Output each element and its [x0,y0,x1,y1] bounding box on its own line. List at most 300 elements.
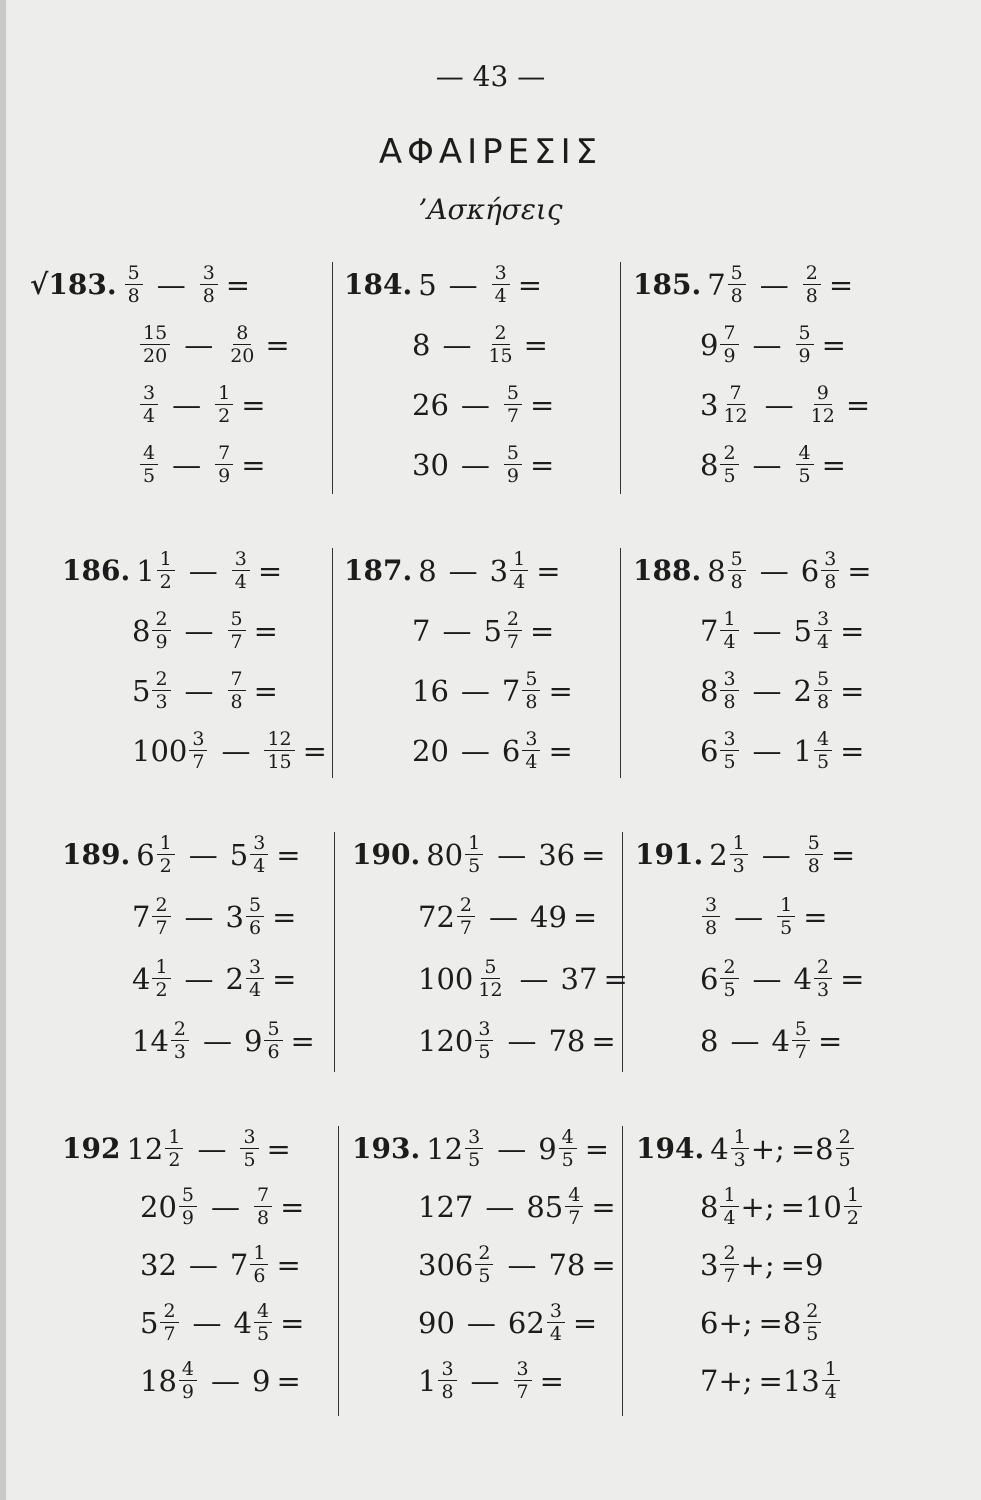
fraction-numerator: 2 [457,894,475,917]
whole-number: 9 [244,1023,263,1058]
exercise-row [132,956,296,1001]
whole-number: 6 [700,1305,719,1340]
equals-sign: = [523,327,548,362]
minus-sign: — [759,553,789,588]
fraction-numerator: 4 [559,1126,577,1149]
fraction-numerator: 2 [152,668,170,691]
fraction [457,894,475,939]
exercise-row [344,548,561,593]
fraction [730,832,748,877]
fraction-numerator: 3 [189,728,207,751]
equals-sign: = [758,1305,783,1340]
fraction-denominator: 7 [459,917,472,939]
equals-sign: = [572,899,598,934]
minus-sign: — [489,899,518,934]
fraction-numerator: 2 [160,1300,178,1323]
minus-sign: — [172,387,202,422]
fraction-denominator: 4 [143,405,156,427]
fraction-denominator: 2 [159,571,172,593]
equals-sign: = [266,1131,291,1166]
equals-sign: = [821,327,846,362]
fraction [522,668,540,713]
minus-sign: — [211,1189,240,1224]
whole-number: 26 [412,387,449,422]
whole-number: +; [718,1363,753,1398]
equals-sign: = [591,1023,616,1058]
whole-number: 5 [483,613,502,648]
fraction-numerator: 15 [140,322,170,345]
fraction-denominator: 3 [732,855,745,877]
fraction-denominator: 8 [824,571,837,593]
whole-number: 7 [229,1247,249,1282]
equals-sign: = [276,1363,301,1398]
exercise-number: 184. [344,268,413,301]
fraction [250,832,268,877]
minus-sign: — [507,1247,537,1282]
exercise-row [412,608,554,653]
fraction-numerator: 5 [481,956,499,979]
fraction [720,322,738,367]
fraction [504,608,522,653]
equals-sign: = [803,899,828,934]
minus-sign: — [460,387,490,422]
equals-sign: = [830,837,856,872]
fraction-numerator: 3 [475,1018,493,1041]
exercise-row [412,442,554,487]
exercise-row [635,832,855,877]
fraction-denominator: 12 [478,979,503,1001]
fraction [796,322,814,367]
fraction-numerator: 2 [720,1242,738,1265]
fraction-numerator: 7 [720,322,738,345]
fraction-numerator: 4 [796,442,814,465]
exercise-row [412,668,573,713]
minus-sign: — [752,961,782,996]
fraction [228,608,246,653]
fraction-denominator: 2 [155,979,168,1001]
fraction-numerator: 1 [720,1184,738,1207]
fraction-numerator: 7 [215,442,233,465]
fraction-denominator: 20 [230,345,255,367]
exercise-row [700,1300,823,1345]
whole-number: 120 [418,1023,474,1058]
equals-sign: = [272,899,297,934]
fraction [475,956,505,1001]
fraction-denominator: 8 [705,917,718,939]
fraction [228,668,246,713]
fraction-numerator: 2 [492,322,510,345]
minus-sign: — [764,387,794,422]
whole-number: 18 [140,1363,177,1398]
equals-sign: = [828,267,854,302]
section-subtitle: ’Ασκήσεις [418,193,563,226]
fraction-numerator: 9 [814,382,832,405]
fraction [157,548,175,593]
whole-number: 3 [489,553,509,588]
fraction-numerator: 2 [475,1242,493,1265]
equals-sign: = [780,1247,805,1282]
fraction-denominator: 5 [806,1323,819,1345]
fraction-numerator: 1 [730,832,748,855]
fraction-numerator: 5 [522,668,540,691]
minus-sign: — [442,327,472,362]
fraction-numerator: 5 [125,262,143,285]
fraction-denominator: 6 [253,1265,266,1287]
fraction-numerator: 1 [720,608,738,631]
exercise-row [344,262,542,307]
fraction [720,1184,738,1229]
fraction-numerator: 3 [702,894,720,917]
fraction-numerator: 2 [504,608,522,631]
section-title: ΑΦΑΙΡΕΣΙΣ [378,132,603,172]
minus-sign: — [188,837,218,872]
fraction [510,548,528,593]
whole-number: 7 [412,613,431,648]
exercise-row [138,322,290,367]
exercise-row [700,894,828,939]
fraction [821,548,839,593]
fraction [125,262,143,307]
exercise-row [700,382,870,427]
fraction-numerator: 3 [465,1126,483,1149]
fraction [731,1126,749,1171]
whole-number: 13 [782,1363,820,1398]
whole-number: 3 [700,387,719,422]
whole-number: 9 [700,327,719,362]
fraction-numerator: 2 [152,894,170,917]
exercise-number: 189. [62,838,131,871]
minus-sign: — [752,733,782,768]
minus-sign: — [184,327,214,362]
fraction-denominator: 7 [516,1381,529,1403]
fraction-numerator: 2 [171,1018,189,1041]
exercise-row [62,1126,291,1171]
fraction [702,894,720,939]
fraction [777,894,795,939]
fraction-denominator: 15 [267,751,292,773]
whole-number: 6 [700,733,719,768]
exercise-number: 192 [62,1132,121,1165]
equals-sign: = [840,673,865,708]
whole-number: 78 [548,1023,586,1058]
exercise-row [700,608,864,653]
equals-sign: = [280,1305,305,1340]
whole-number: 8 [700,1189,719,1224]
fraction [504,442,522,487]
fraction [250,1242,268,1287]
fraction-denominator: 3 [173,1041,186,1063]
equals-sign: = [840,961,865,996]
minus-sign: — [448,267,478,302]
exercise-row [132,608,278,653]
whole-number: +; [740,1189,775,1224]
exercise-row [62,548,282,593]
fraction-numerator: 2 [720,956,738,979]
fraction [465,1126,483,1171]
fraction [814,956,832,1001]
fraction [805,832,823,877]
minus-sign: — [448,553,478,588]
whole-number: +; [750,1131,785,1166]
equals-sign: = [536,553,561,588]
whole-number: 32 [140,1247,177,1282]
exercise-row [700,1184,864,1229]
fraction-denominator: 6 [267,1041,280,1063]
minus-sign: — [497,1131,527,1166]
fraction-denominator: 9 [155,631,168,653]
fraction [254,1300,272,1345]
exercise-number: 188. [633,554,702,587]
fraction-denominator: 9 [181,1381,194,1403]
fraction [465,832,483,877]
fraction-denominator: 5 [478,1041,491,1063]
fraction-denominator: 5 [478,1265,491,1287]
exercise-row [140,1242,301,1287]
fraction [157,832,175,877]
minus-sign: — [470,1363,500,1398]
exercise-row [140,1300,304,1345]
whole-number: 100 [132,733,188,768]
minus-sign: — [197,1131,227,1166]
fraction [152,894,170,939]
fraction [475,1018,493,1063]
fraction [152,668,170,713]
equals-sign: = [253,673,278,708]
fraction-denominator: 8 [723,691,736,713]
fraction-numerator: 4 [814,728,832,751]
fraction [160,1300,178,1345]
fraction-numerator: 5 [792,1018,810,1041]
minus-sign: — [460,673,490,708]
equals-sign: = [581,837,606,872]
exercise-row [700,1358,842,1403]
fraction [559,1126,577,1171]
whole-number: 4 [771,1023,790,1058]
fraction-denominator: 8 [525,691,538,713]
fraction-denominator: 8 [257,1207,270,1229]
fraction-numerator: 2 [803,1300,821,1323]
fraction-denominator: 9 [181,1207,194,1229]
fraction-numerator: 7 [254,1184,272,1207]
minus-sign: — [519,961,549,996]
whole-number: 8 [412,327,431,362]
whole-number: 6 [136,837,155,872]
whole-number: 16 [412,673,449,708]
fraction [504,382,522,427]
fraction-denominator: 2 [218,405,231,427]
fraction-denominator: 20 [143,345,168,367]
equals-sign: = [821,447,846,482]
equals-sign: = [847,553,872,588]
exercise-row [138,442,266,487]
fraction [140,382,158,427]
fraction [814,608,832,653]
fraction-denominator: 4 [723,631,736,653]
minus-sign: — [156,267,186,302]
fraction-denominator: 5 [723,465,736,487]
exercise-row [132,668,278,713]
whole-number: 3 [700,1247,719,1282]
whole-number: 12 [126,1131,164,1166]
fraction-numerator: 3 [547,1300,565,1323]
fraction-numerator: 1 [157,548,175,571]
whole-number: 78 [548,1247,586,1282]
equals-sign: = [530,613,555,648]
fraction-numerator: 3 [200,262,218,285]
fraction [492,262,510,307]
fraction-denominator: 8 [127,285,140,307]
column-rule [338,1126,339,1416]
column-rule [332,548,333,778]
equals-sign: = [302,733,327,768]
minus-sign: — [211,1363,240,1398]
fraction [246,894,264,939]
whole-number: 12 [426,1131,464,1166]
fraction-numerator: 3 [514,1358,532,1381]
minus-sign: — [761,837,791,872]
fraction-denominator: 4 [817,631,830,653]
fraction-numerator: 1 [731,1126,749,1149]
fraction-denominator: 8 [730,285,743,307]
fraction-numerator: 5 [814,668,832,691]
exercise-row [132,1018,315,1063]
whole-number: 8 [782,1305,802,1340]
equals-sign: = [241,387,266,422]
whole-number: 8 [707,553,726,588]
whole-number: 4 [132,961,151,996]
exercise-row [418,956,628,1001]
whole-number: 5 [418,267,437,302]
minus-sign: — [188,553,218,588]
fraction-denominator: 3 [817,979,830,1001]
exercise-row [633,548,872,593]
minus-sign: — [752,673,782,708]
equals-sign: = [845,387,871,422]
fraction-numerator: 3 [814,608,832,631]
fraction-denominator: 5 [468,1149,481,1171]
fraction-numerator: 4 [565,1184,583,1207]
fraction-numerator: 5 [264,1018,282,1041]
fraction [796,442,814,487]
exercise-row [352,832,605,877]
fraction-numerator: 2 [720,442,738,465]
whole-number: 5 [132,673,151,708]
fraction [485,322,515,367]
exercise-row [132,728,327,773]
column-rule [622,832,623,1072]
whole-number: +; [740,1247,775,1282]
fraction-denominator: 3 [155,691,168,713]
fraction-denominator: 7 [192,751,205,773]
whole-number: 9 [252,1363,271,1398]
exercise-row [62,832,301,877]
fraction-numerator: 2 [152,608,170,631]
fraction-denominator: 9 [218,465,231,487]
whole-number: 1 [136,553,155,588]
column-rule [620,548,621,778]
fraction-denominator: 7 [568,1207,581,1229]
fraction [140,442,158,487]
equals-sign: = [591,1247,616,1282]
fraction-numerator: 8 [233,322,251,345]
equals-sign: = [548,673,573,708]
fraction-denominator: 2 [159,855,172,877]
exercise-row [700,956,864,1001]
fraction [720,608,738,653]
minus-sign: — [730,1023,760,1058]
whole-number: 1 [793,733,812,768]
whole-number: 49 [530,899,567,934]
fraction-denominator: 7 [163,1323,176,1345]
fraction-numerator: 5 [728,548,746,571]
minus-sign: — [759,267,789,302]
fraction-numerator: 1 [152,956,170,979]
page-number: — 43 — [435,60,546,93]
fraction-numerator: 3 [240,1126,258,1149]
exercise-row [140,1358,301,1403]
fraction-numerator: 1 [157,832,175,855]
whole-number: 5 [140,1305,159,1340]
fraction-denominator: 4 [253,855,266,877]
fraction-denominator: 5 [243,1149,256,1171]
fraction [822,1358,840,1403]
exercise-row [418,1300,597,1345]
fraction-denominator: 8 [730,571,743,593]
exercise-number: 194. [636,1132,705,1165]
fraction [264,728,294,773]
equals-sign: = [253,613,278,648]
whole-number: 3 [225,899,244,934]
fraction [171,1018,189,1063]
fraction-denominator: 5 [723,751,736,773]
exercise-row [140,1184,304,1229]
fraction [728,262,746,307]
whole-number: 62 [507,1305,545,1340]
fraction-numerator: 7 [228,668,246,691]
whole-number: 20 [140,1189,177,1224]
minus-sign: — [497,837,527,872]
fraction [475,1242,493,1287]
fraction-numerator: 3 [522,728,540,751]
minus-sign: — [184,613,214,648]
whole-number: 2 [793,673,812,708]
fraction [140,322,170,367]
exercise-row [418,894,597,939]
minus-sign: — [507,1023,537,1058]
equals-sign: = [241,447,266,482]
whole-number: 4 [793,961,812,996]
whole-number: 6 [700,961,719,996]
fraction-denominator: 8 [230,691,243,713]
fraction-denominator: 5 [798,465,811,487]
fraction [814,668,832,713]
fraction-denominator: 5 [143,465,156,487]
equals-sign: = [257,553,283,588]
minus-sign: — [221,733,251,768]
whole-number: 37 [560,961,598,996]
fraction [565,1184,583,1229]
whole-number: 8 [132,613,151,648]
fraction-denominator: 4 [249,979,262,1001]
fraction-numerator: 3 [720,728,738,751]
fraction [152,956,170,1001]
fraction-denominator: 7 [506,405,519,427]
fraction-numerator: 3 [438,1358,456,1381]
fraction [438,1358,456,1403]
exercise-number: 186. [62,554,131,587]
minus-sign: — [172,447,202,482]
fraction [720,1242,738,1287]
